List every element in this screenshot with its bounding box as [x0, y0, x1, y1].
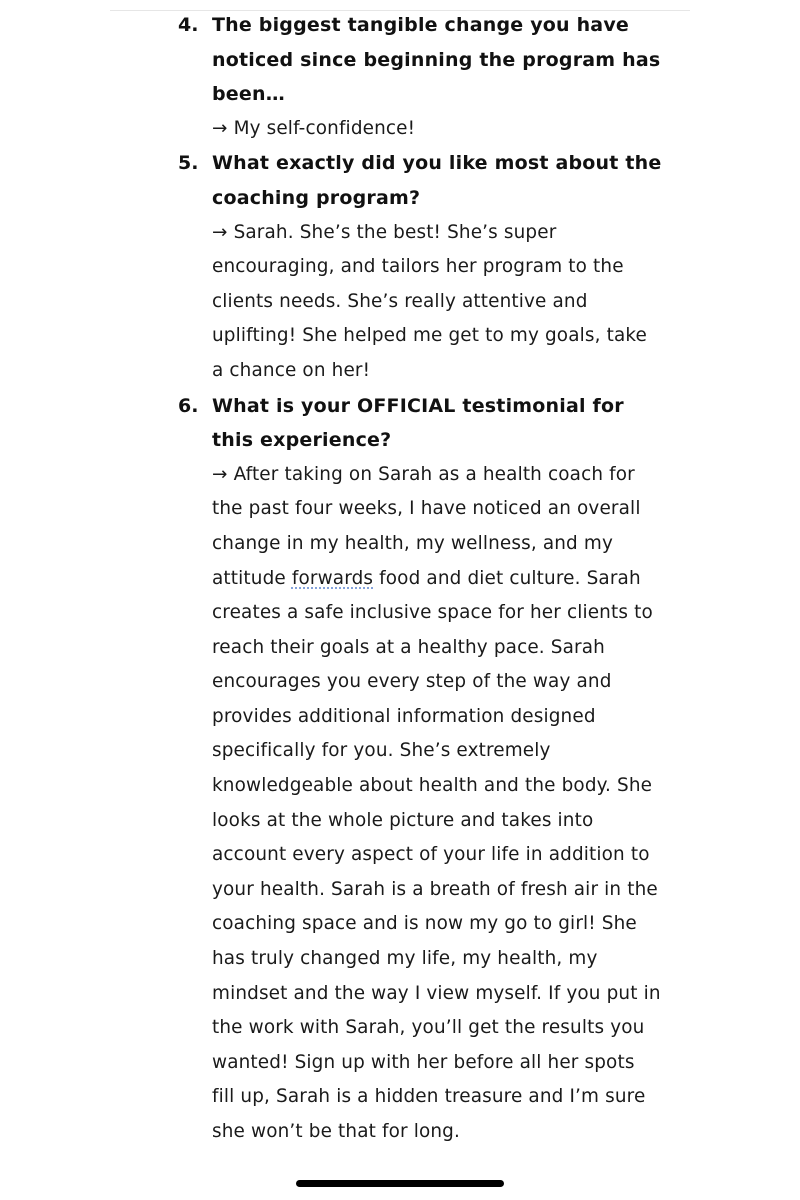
- question-number: 6.: [178, 394, 199, 417]
- answer-body: Sarah. She’s the best! She’s super encouraging, and tailors her program to the clients needs. She’s really attentive and uplifting! She helped me get to my goals, take a chance on her!: [212, 221, 647, 381]
- question-item-6: [0, 389, 662, 1150]
- question-text: What exactly did you like most about the coaching program?: [212, 152, 662, 209]
- question-number: 5.: [178, 152, 199, 175]
- home-indicator-bar[interactable]: [296, 1180, 504, 1187]
- question-text: The biggest tangible change you have noticed since beginning the program has been…: [212, 14, 661, 106]
- answer-text: [212, 458, 662, 1150]
- answer-body-end: food and diet culture. Sarah creates a safe inclusive space for her clients to reach their goals at a healthy pace. Sarah encourages you every step of the way and provides additional information designed specifically for you. She’s extremely knowledgeable about health and the body. She looks at the whole picture and takes into account every aspect of your life in addition to your health. Sarah is a breath of fresh air in the coaching space and is now my go to girl! She has truly changed my life, my health, my mindset and the way I view myself. If you put in the work with Sarah, you’ll get the results you wanted! Sign up with her before all her spots fill up, Sarah is a hidden treasure and I’m sure she won’t be that for long.: [212, 567, 661, 1142]
- answer-body-start: After taking on Sarah as a health coach for the past four weeks, I have noticed an overall change in my health, my wellness, and my attitude: [212, 463, 641, 589]
- questionnaire-list: [0, 8, 800, 1150]
- question-text: What is your OFFICIAL testimonial for this experience?: [212, 394, 624, 452]
- answer-text: [212, 216, 662, 389]
- answer-body: My self-confidence!: [233, 117, 416, 139]
- question-item-4: [0, 8, 662, 146]
- question-number: 4.: [178, 14, 199, 36]
- arrow-icon: →: [212, 463, 228, 485]
- spellcheck-word-link[interactable]: forwards: [291, 567, 374, 589]
- question-item-5: [0, 146, 662, 388]
- arrow-icon: →: [212, 117, 228, 139]
- answer-text: [212, 112, 662, 147]
- arrow-icon: →: [212, 221, 228, 243]
